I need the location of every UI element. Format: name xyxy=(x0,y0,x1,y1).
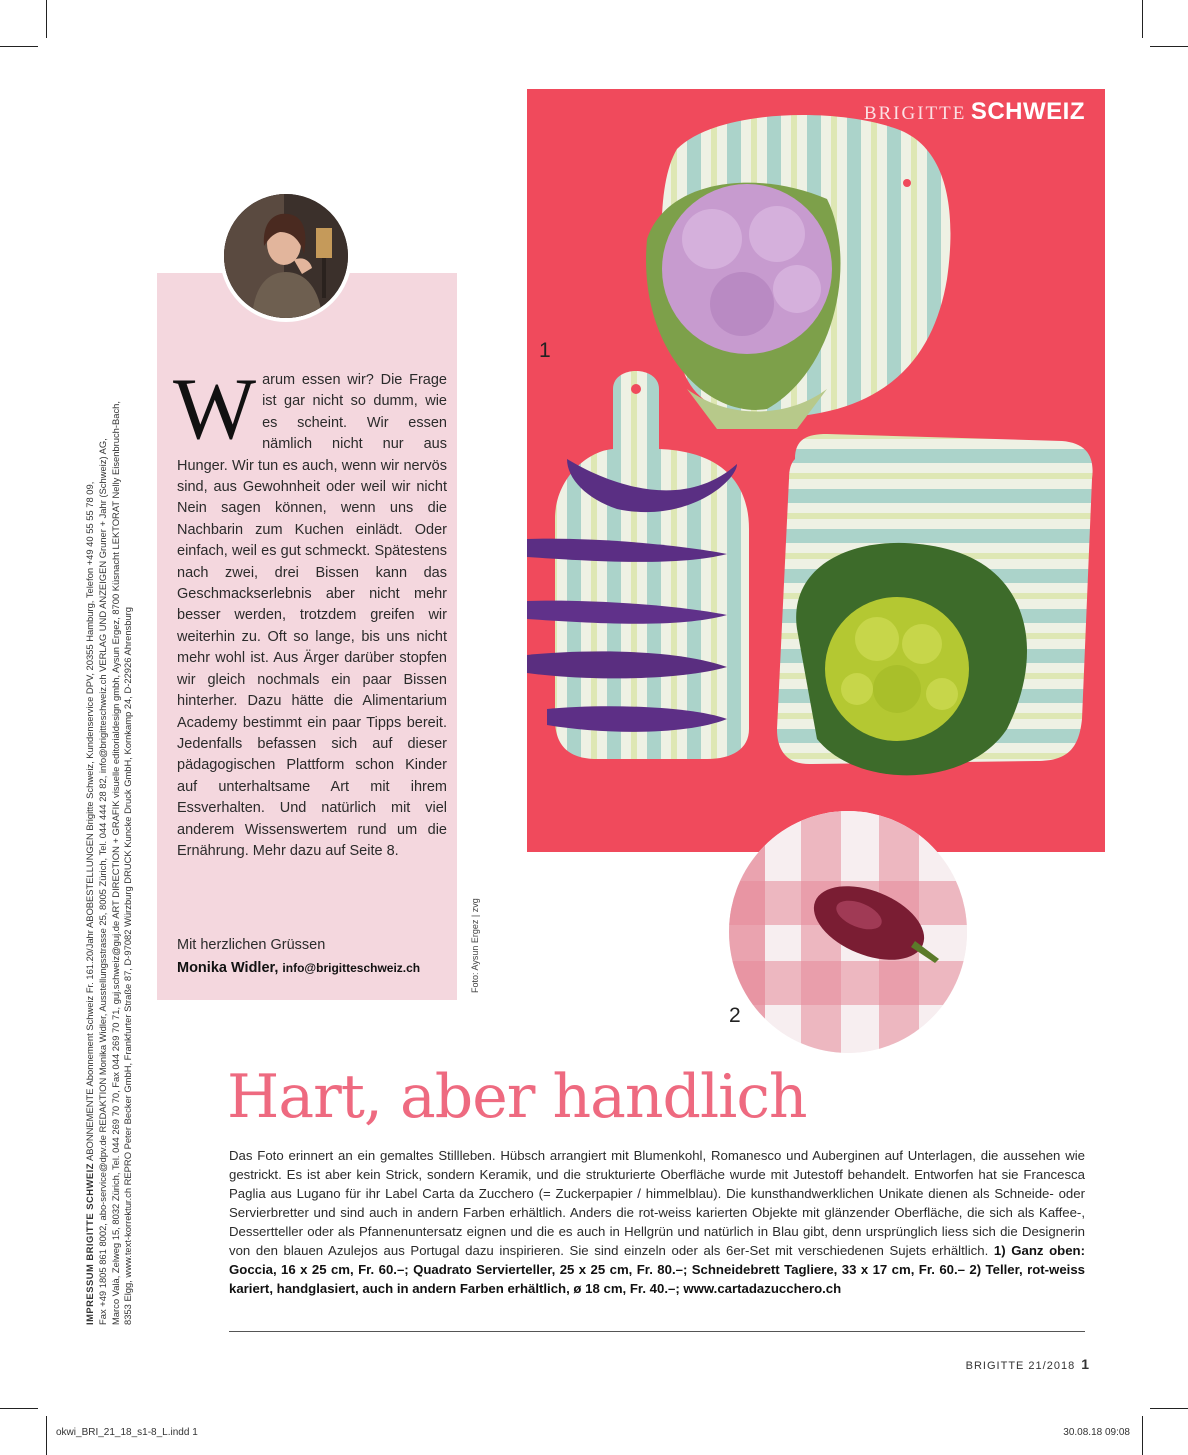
editor-email-link[interactable]: info@brigitteschweiz.ch xyxy=(282,961,421,975)
imprint-heading: IMPRESSUM BRIGITTE SCHWEIZ xyxy=(84,1163,95,1325)
slug-filename: okwi_BRI_21_18_s1-8_L.indd 1 xyxy=(56,1427,198,1438)
page-number: 1 xyxy=(1081,1356,1089,1372)
article-captions: 1) Ganz oben: Goccia, 16 x 25 cm, Fr. 60.–; Quadrato Servierteller, 25 x 25 cm, Fr. 80.–; Schneidebrett Tagliere, 33 x 17 cm, Fr. 60.– 2) Teller, rot-weiss kariert, handglasiert, auch in andern Farben erhältlich, ø 18 cm, Fr. 40.–; www.cartadazucchero.ch xyxy=(229,1243,1086,1296)
crop-mark xyxy=(0,46,38,47)
photo-credit: Foto: Aysun Ergez | zvg xyxy=(470,898,480,993)
crop-mark xyxy=(1142,0,1143,38)
crop-mark xyxy=(0,1408,38,1409)
greeting: Mit herzlichen Grüssen xyxy=(177,937,326,953)
imprint-line-1 xyxy=(84,325,97,1325)
article-headline: Hart, aber handlich xyxy=(227,1062,807,1132)
slug-timestamp: 30.08.18 09:08 xyxy=(1063,1427,1130,1438)
crop-mark xyxy=(46,0,47,38)
crop-mark xyxy=(1150,1408,1188,1409)
still-life-photo xyxy=(527,89,1105,852)
imprint-line-2: Fax +49 1805 861 8002, abo-service@dpv.de REDAKTION Monika Widler, Ausstellungsstrasse 25, 8005 Zürich, Tel. 044 444 28 82, info@brigitteschweiz.ch VERLAG UND ANZEIGEN Gruner + Jahr (Schweiz) AG, xyxy=(96,438,108,1325)
article-body-text: Das Foto erinnert an ein gemaltes Stillleben. Hübsch arrangiert mit Blumenkohl, Romanesco und Auberginen auf Unterlagen, die aussehen wie gestrickt. Es ist aber kein Strick, sondern Keramik, und die strukturierte Oberfläche wurde mit Jutestoff behandelt. Entworfen hat sie Francesca Paglia aus Lugano für ihr Label Carta da Zucchero (= Zuckerpapier / himmelblau). Die kunsthandwerklichen Unikate dienen als Schneide- oder Servierbretter und sind auch in andern Farben erhältlich. Anders die rot-weiss karierten Objekte mit glänzender Oberfläche, die sich als Kaffee-, Dessertteller oder als Pfannenuntersatz eignen und die es auch in Hellgrün und natürlich in Blau gibt, denn ursprünglich liess sich die Designerin von den blauen Azulejos aus Portugal dazu inspirieren. Sie sind einzeln oder als 6er-Set mit verschiedenen Sujets erhältlich. xyxy=(229,1148,1085,1258)
masthead xyxy=(864,98,1085,126)
issue-label: BRIGITTE 21/2018 xyxy=(965,1360,1076,1372)
still-life-illustration xyxy=(527,89,1105,852)
divider-rule xyxy=(229,1331,1085,1332)
imprint-line-4: 8353 Elgg, www.text-korrektur.ch REPRO Peter Becker GmbH, Frankfurter Straße 87, D-97082 Würzburg DRUCK Kuncke Druck GmbH, Kornkamp 24, D-22926 Ahrensburg xyxy=(122,607,134,1325)
masthead-brigitte: BRIGITTE xyxy=(863,103,967,124)
editor-name: Monika Widler, xyxy=(177,960,279,976)
crop-mark xyxy=(1150,46,1188,47)
folio xyxy=(966,1356,1089,1372)
article-body xyxy=(229,1146,1085,1298)
checkered-plate-photo xyxy=(729,811,967,1053)
drop-cap: W xyxy=(173,361,257,458)
marker-2: 2 xyxy=(729,1004,741,1027)
crop-mark xyxy=(1142,1416,1143,1455)
intro-text xyxy=(173,361,447,862)
masthead-schweiz: SCHWEIZ xyxy=(970,98,1085,125)
intro-body: arum essen wir? Die Frage ist gar nicht so dumm, wie es scheint. Wir essen nämlich nicht nur aus Hunger. Wir tun es auch, wenn wir nervös sind, aus Gewohnheit oder weil wir nicht Nein sagen können, wenn uns die Nachbarin zum Kuchen einlädt. Oder einfach, weil es gut schmeckt. Spätestens nach zwei, drei Bissen kann das Geschmackserlebnis aber nicht mehr besser werden, trotzdem greifen wir weiterhin zu. Oft so lange, bis uns nicht mehr wohl ist. Aus Ärger darüber stopfen wir gleich nochmals ein paar Bissen hinterher. Dazu hätte die Alimentarium Academy bestimmt ein paar Tipps bereit. Jedenfalls befassen sich auf dieser pädagogischen Plattform schon Kinder auf unterhaltsame Art mit ihrem Essverhalten. Und natürlich mit viel anderem Wissenswertem rund um die Ernährung. Mehr dazu auf Seite 8. xyxy=(177,372,447,859)
signature xyxy=(177,958,420,979)
editor-portrait xyxy=(220,190,352,322)
imprint-line-1-text: ABONNEMENTE Abonnement Schweiz Fr. 161.20/Jahr ABOBESTELLUNGEN Brigitte Schweiz, Kundenservice DPV, 20355 Hamburg, Telefon +49 40 55 55 78 09, xyxy=(84,481,95,1164)
marker-1: 1 xyxy=(539,339,551,362)
crop-mark xyxy=(46,1416,47,1455)
imprint-line-3: Marco Valà, Zelweg 15, 8032 Zürich, Tel. 044 269 70 70, Fax 044 269 70 71, guj.schweiz@guj.de ART DIRECTION + GRAFIK visuelle editorialdesign gmbh, Aysun Ergez, 8700 Küsnacht LEKTORAT Nelly Eisenbruch-Bach, xyxy=(109,401,121,1325)
